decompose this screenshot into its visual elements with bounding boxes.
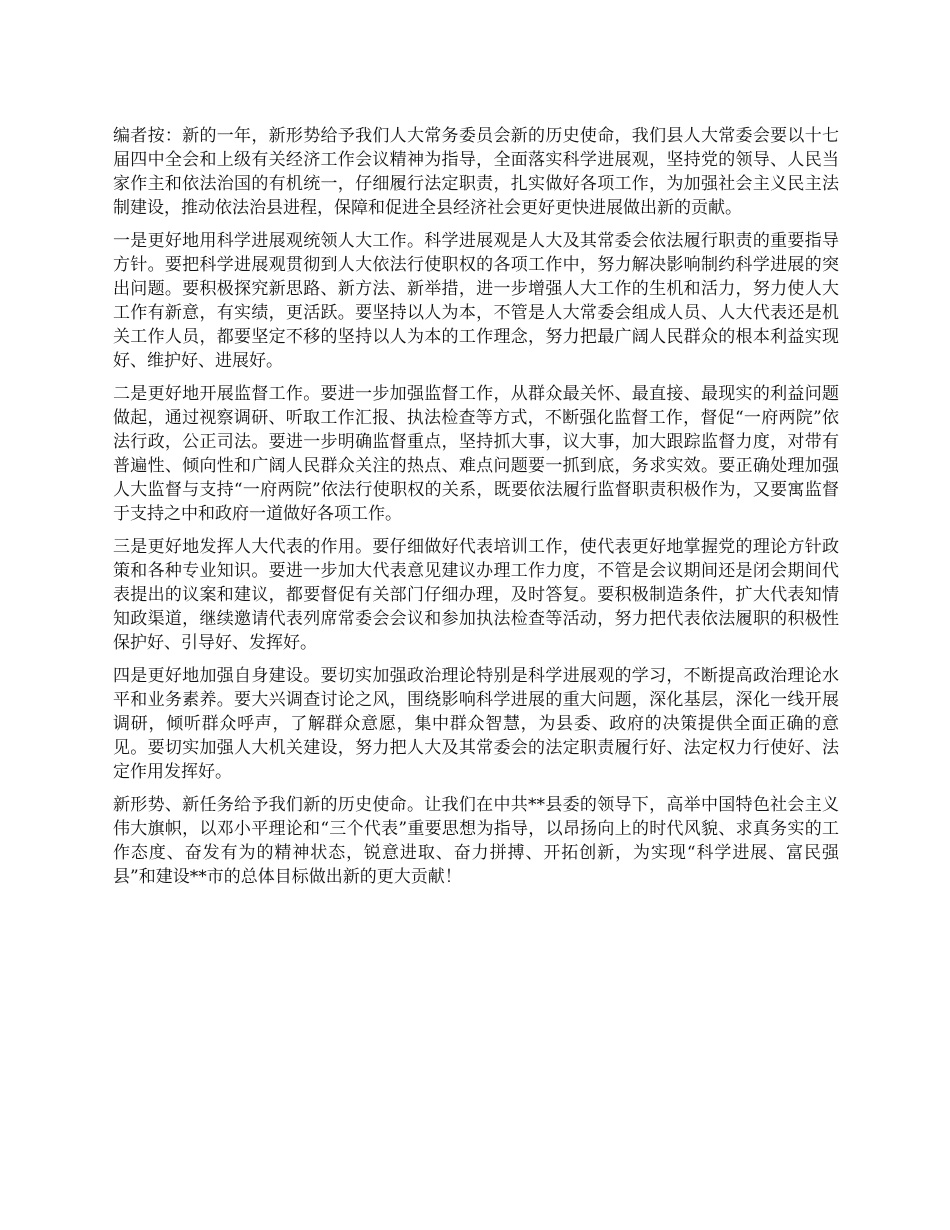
document-body: [113, 124, 839, 898]
paragraph-deputies-role: 三是更好地发挥人大代表的作用。要仔细做好代表培训工作，使代表更好地掌握党的理论方针政策和各种专业知识。要进一步加大代表意见建议办理工作力度，不管是会议期间还是闭会期间代表提出的议案和建议，都要督促有关部门仔细办理，及时答复。要积极制造条件，扩大代表知情知政渠道，继续邀请代表列席常委会会议和参加执法检查等活动，努力把代表依法履职的积极性保护好、引导好、发挥好。: [113, 537, 839, 653]
paragraph-supervision-work: 二是更好地开展监督工作。要进一步加强监督工作，从群众最关怀、最直接、最现实的利益问题做起，通过视察调研、听取工作汇报、执法检查等方式，不断强化监督工作，督促“一府两院”依法行政，公正司法。要进一步明确监督重点，坚持抓大事，议大事，加大跟踪监督力度，对带有普遍性、倾向性和广阔人民群众关注的热点、难点问题要一抓到底，务求实效。要正确处理加强人大监督与支持“一府两院”依法行使职权的关系，既要依法履行监督职责积极作为，又要寓监督于支持之中和政府一道做好各项工作。: [113, 384, 839, 524]
paragraph-self-construction: 四是更好地加强自身建设。要切实加强政治理论特别是科学进展观的学习，不断提高政治理论水平和业务素养。要大兴调查讨论之风，围绕影响科学进展的重大问题，深化基层，深化一线开展调研，倾听群众呼声，了解群众意愿，集中群众智慧，为县委、政府的决策提供全面正确的意见。要切实加强人大机关建设，努力把人大及其常委会的法定职责履行好、法定权力行使好、法定作用发挥好。: [113, 666, 839, 782]
editor-note-paragraph: 编者按：新的一年，新形势给予我们人大常务委员会新的历史使命，我们县人大常委会要以十七届四中全会和上级有关经济工作会议精神为指导，全面落实科学进展观，坚持党的领导、人民当家作主和依法治国的有机统一，仔细履行法定职责，扎实做好各项工作，为加强社会主义民主法制建设，推动依法治县进程，保障和促进全县经济社会更好更快进展做出新的贡献。: [113, 126, 839, 218]
paragraph-scientific-development: 一是更好地用科学进展观统领人大工作。科学进展观是人大及其常委会依法履行职责的重要指导方针。要把科学进展观贯彻到人大依法行使职权的各项工作中，努力解决影响制约科学进展的突出问题。要积极探究新思路、新方法、新举措，进一步增强人大工作的生机和活力，努力使人大工作有新意，有实绩，更活跃。要坚持以人为本，不管是人大常委会组成人员、人大代表还是机关工作人员，都要坚定不移的坚持以人为本的工作理念，努力把最广阔人民群众的根本利益实现好、维护好、进展好。: [113, 231, 839, 371]
paragraph-conclusion: 新形势、新任务给予我们新的历史使命。让我们在中共**县委的领导下，高举中国特色社会主义伟大旗帜，以邓小平理论和“三个代表”重要思想为指导，以昂扬向上的时代风貌、求真务实的工作态度、奋发有为的精神状态，锐意进取、奋力拼搏、开拓创新，为实现“科学进展、富民强县”和建设**市的总体目标做出新的更大贡献！: [113, 795, 839, 887]
